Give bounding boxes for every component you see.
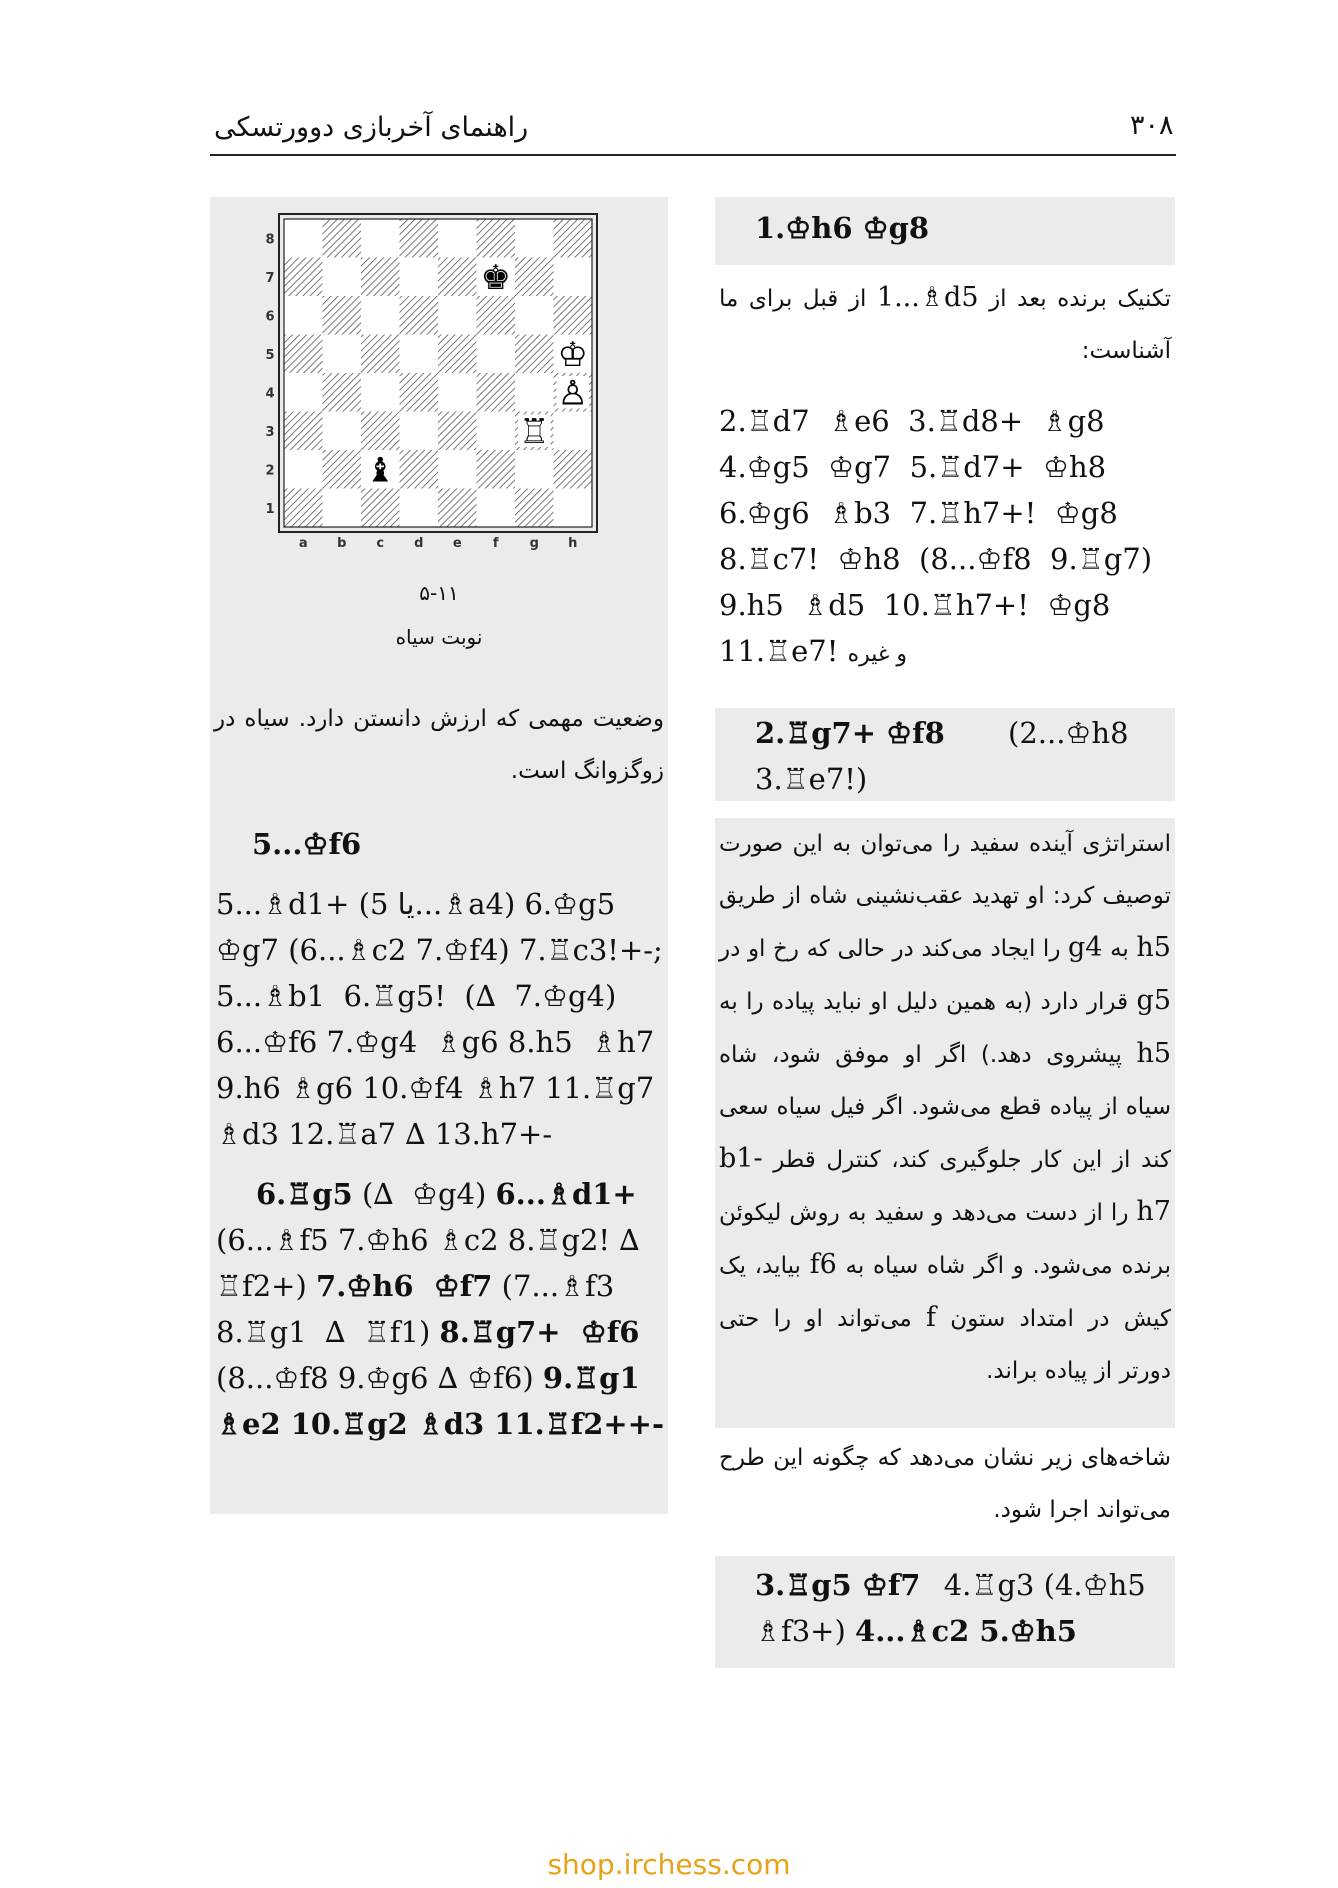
shop-link[interactable]: shop.irchess.com [547,1848,791,1881]
chess-board [260,211,600,567]
file-label: g [529,536,539,551]
board-square [438,489,477,528]
page-header [210,102,1176,156]
left-paragraph-1: وضعیت مهمی که ارزش دانستن دارد. سیاه در زوگزوانگ است. [214,706,664,784]
chess-piece-h5: ♔ [557,334,588,375]
board-square [400,219,439,258]
move-3-rest: 4.♖g3 (4.♔h5 [943,1568,1146,1602]
board-square [400,258,439,297]
para2-h: می‌تواند او را حتی دورتر از پیاده براند. [719,1306,1171,1384]
var1-last-text: و غیره [847,642,908,667]
board-square [438,258,477,297]
variation-6-segment: (7...♗f3 [492,1269,615,1303]
para2-m1: h5 [1136,932,1171,963]
move-2-line2: 3.♖e7!) [755,762,868,796]
board-square [323,219,362,258]
variation-6-segment: 6.♖g5 [256,1177,353,1211]
variation-6-line [216,1309,662,1355]
board-square [477,219,516,258]
para2-b: به [1110,936,1129,962]
board-square [554,258,593,297]
rank-label: 8 [265,232,275,248]
variation-5-line: 5...♗b1 6.♖g5! (∆ 7.♔g4) [216,979,617,1013]
para3: شاخه‌های زیر نشان می‌دهد که چگونه این طرح می‌تواند اجرا شود. [719,1445,1171,1523]
rank-label: 4 [265,386,275,402]
variation-6-segment: 8.♖g1 ∆ ♖f1) [216,1315,440,1349]
variation-5-line: 5...♗d1+ (یا 5...♗a4) 6.♔g5 [216,887,616,921]
board-square [323,373,362,412]
para1-text: تکنیک برنده بعد از [989,286,1171,312]
board-square [284,412,323,451]
board-square [361,412,400,451]
board-square [438,412,477,451]
para2-a: استراتژی آینده سفید را می‌توان به این صورت توصیف کرد: او تهدید عقب‌نشینی شاه از طریق [719,831,1171,909]
board-square [438,450,477,489]
variation-6-line [216,1263,662,1309]
para2-m5: b1-h7 [719,1143,1171,1227]
variation-5-line: 9.h6 ♗g6 10.♔f4 ♗h7 11.♖g7 [216,1071,655,1105]
variation-1-line: 6.♔g6 ♗b3 7.♖h7+! ♔g8 [719,496,1118,530]
para2-m4: h5 [1136,1038,1172,1069]
right-paragraph-3 [715,1432,1175,1536]
para2-m2: g4 [1068,932,1103,963]
board-square [400,296,439,335]
variation-6-line [216,1355,662,1401]
move-1: 1.♔h6 ♔g8 [755,211,930,245]
board-square [477,335,516,374]
move-3-line2-b: 4...♗c2 5.♔h5 [855,1614,1077,1648]
board-square [323,258,362,297]
move-5 [210,819,668,869]
para2-m3: g5 [1136,985,1171,1016]
variation-5-line: ♗d3 12.♖a7 ∆ 13.h7+- [216,1117,553,1151]
board-square [554,489,593,528]
board-square [400,412,439,451]
var1-last-move: 11.♖e7! [719,634,839,668]
para2-g: بیاید، یک کیش در امتداد ستون [719,1253,1171,1332]
move-1-box [715,197,1175,265]
board-square [284,489,323,528]
chess-board-svg [260,211,600,563]
move-2: 2.♖g7+ ♔f8 [755,716,945,750]
variation-6-line [216,1401,665,1447]
file-label: c [376,536,385,551]
rank-label: 2 [265,463,275,479]
move-2-alt: (2...♔h8 [1008,716,1129,750]
file-label: a [298,536,308,551]
chess-piece-f7: ♚ [480,257,511,298]
diagram-panel [210,197,668,687]
rank-label: 3 [265,424,275,440]
board-square [400,489,439,528]
board-square [361,258,400,297]
file-label: d [414,536,424,551]
variation-6 [210,1169,668,1449]
rank-label: 7 [265,270,275,286]
board-square [361,489,400,528]
board-square [284,450,323,489]
rank-label: 5 [265,347,275,363]
page-number: ۳۰۸ [1130,110,1174,141]
move-2-box [715,708,1175,801]
variation-6-segment: ♖f2+) [216,1269,317,1303]
board-square [361,219,400,258]
variation-5-line: 6...♔f6 7.♔g4 ♗g6 8.h5 ♗h7 [216,1025,655,1059]
board-square [284,335,323,374]
board-square [284,219,323,258]
variation-1-line: 8.♖c7! ♔h8 (8...♔f8 9.♖g7) [719,542,1153,576]
board-square [515,489,554,528]
board-square [554,296,593,335]
para1-move: 1...♗d5 [876,282,979,313]
board-square [477,450,516,489]
board-square [515,219,554,258]
move-3-line2-a: ♗f3+) [755,1614,846,1648]
chess-piece-h4: ♙ [557,373,588,414]
board-square [477,489,516,528]
variation-6-segment: ♗e2 10.♖g2 ♗d3 11.♖f2++- [216,1407,665,1441]
board-square [515,450,554,489]
board-square [438,373,477,412]
file-label: h [568,536,578,551]
board-square [515,258,554,297]
board-square [323,412,362,451]
variation-6-segment: 9.♖g1 [542,1361,640,1395]
board-square [477,412,516,451]
board-square [515,296,554,335]
variation-1-line: 2.♖d7 ♗e6 3.♖d8+ ♗g8 [719,404,1105,438]
rank-label: 1 [265,501,275,517]
variation-5 [210,879,668,1159]
board-square [515,335,554,374]
para2-c: را ایجاد می‌کند در حالی که رخ او در [719,936,1061,962]
board-square [400,335,439,374]
board-square [438,296,477,335]
board-square [284,296,323,335]
left-column [210,687,668,1514]
variation-6-segment: (6...♗f5 7.♔h6 ♗c2 8.♖g2! ∆ [216,1223,640,1257]
variation-1-line: 9.h5 ♗d5 10.♖h7+! ♔g8 [719,588,1111,622]
file-label: f [492,536,499,551]
board-square [438,335,477,374]
para2-d: قرار دارد (به همین دلیل او نباید پیاده را به [719,989,1129,1015]
board-square [400,450,439,489]
board-square [477,296,516,335]
variation-6-line [216,1217,662,1263]
para2-m7: f [926,1302,937,1333]
variation-6-segment: (8...♔f8 9.♔g6 ∆ ♔f6) [216,1361,543,1395]
strategy-paragraph [715,818,1175,1428]
diagram-number: ۵-۱۱ [419,581,459,605]
para2-e: پیشروی دهد.) اگر او موفق شود، شاه سیاه از پیاده قطع می‌شود. اگر فیل سیاه سعی کند از این کار جلوگیری کند، کنترل قطر [719,1042,1171,1173]
variation-6-segment: 7.♔h6 ♔f7 [316,1269,493,1303]
board-square [554,450,593,489]
variation-5-line: ♔g7 (6...♗c2 7.♔f4) 7.♖c3!+-; [216,933,663,967]
board-square [554,219,593,258]
variation-6-segment: 6...♗d1+ [495,1177,637,1211]
board-square [284,373,323,412]
variation-1 [715,398,1175,678]
book-title: راهنمای آخربازی دوورتسکی [214,112,529,143]
board-square [323,335,362,374]
board-square [400,373,439,412]
variation-6-segment: (∆ ♔g4) [352,1177,496,1211]
board-square [361,335,400,374]
board-square [477,373,516,412]
board-square [438,219,477,258]
board-square [554,412,593,451]
para2-f: را از دست می‌دهد و سفید به روش لیکوئن برنده می‌شود. و اگر شاه سیاه به [719,1200,1171,1279]
board-square [361,296,400,335]
diagram-caption: نوبت سیاه [395,625,483,649]
chess-piece-g3: ♖ [519,411,550,452]
para1-cont: از قبل برای ما آشناست: [719,286,1171,364]
variation-1-last [715,628,1175,678]
board-square [284,258,323,297]
chess-piece-c2: ♝ [365,450,396,491]
para2-m6: f6 [809,1249,837,1280]
board-square [361,373,400,412]
variation-6-segment: 8.♖g7+ ♔f6 [439,1315,640,1349]
board-square [515,373,554,412]
board-square [323,296,362,335]
move-5-text: 5...♔f6 [252,827,362,861]
board-square [323,450,362,489]
variation-6-line [216,1171,662,1217]
move-3: 3.♖g5 ♔f7 [755,1568,921,1602]
file-label: b [337,536,347,551]
move-3-box [715,1556,1175,1668]
file-label: e [452,536,462,551]
rank-label: 6 [265,309,275,325]
right-paragraph-1 [715,272,1175,377]
board-square [323,489,362,528]
variation-1-line: 4.♔g5 ♔g7 5.♖d7+ ♔h8 [719,450,1107,484]
